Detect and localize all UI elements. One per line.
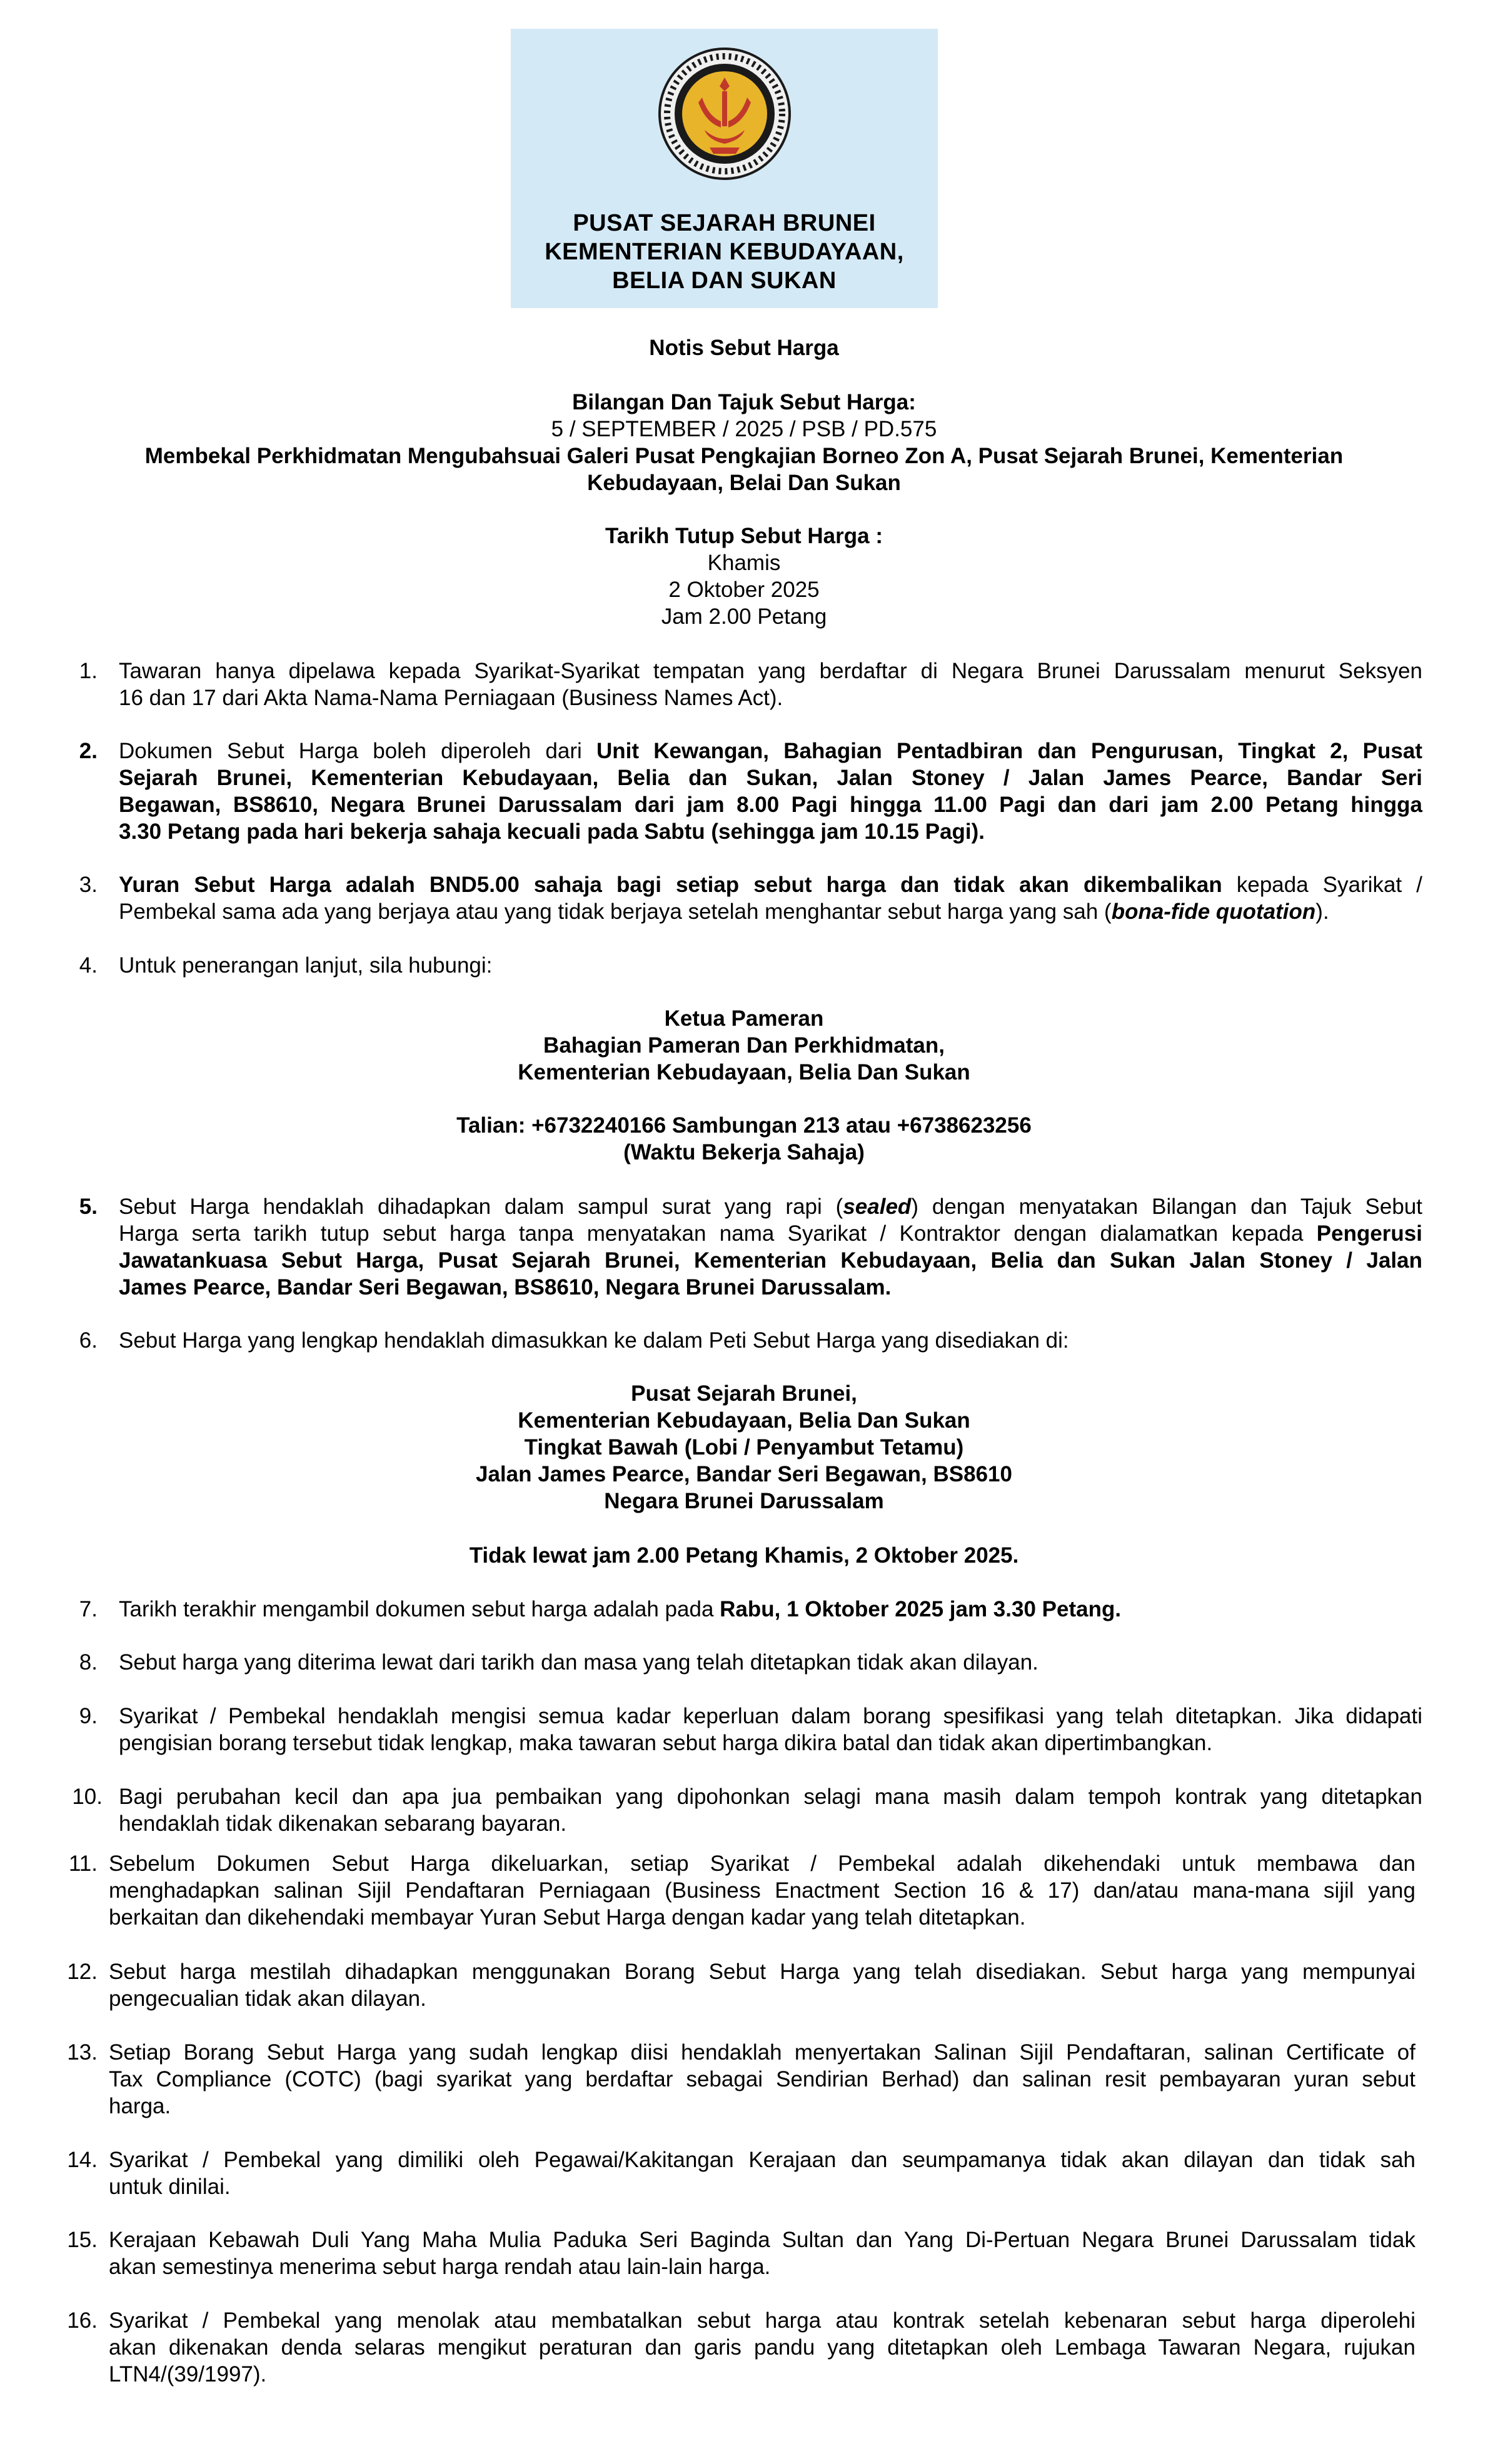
item-13-line-3: harga. [109, 2094, 171, 2118]
address-line-3: Tingkat Bawah (Lobi / Penyambut Tetamu) [524, 1435, 964, 1460]
item-number: 8. [79, 1650, 98, 1675]
item-number: 11. [68, 1851, 98, 1876]
item-number: 14. [67, 2148, 98, 2172]
item-3-line-1: Yuran Sebut Harga adalah BND5.00 sahaja bagi setiap sebut harga dan tidak akan dikembalikan kepada Syarikat / [119, 873, 1422, 897]
item-number: 15. [67, 2228, 98, 2252]
item-14-line-1: Syarikat / Pembekal yang dimiliki oleh Pegawai/Kakitangan Kerajaan dan seumpamanya tidak akan dilayan dan tidak sah [109, 2148, 1415, 2172]
submission-deadline: Tidak lewat jam 2.00 Petang Khamis, 2 Oktober 2025. [469, 1543, 1019, 1568]
item-3-line-2: Pembekal sama ada yang berjaya atau yang tidak berjaya setelah menghantar sebut harga yang sah (bona-fide quotation). [119, 899, 1329, 924]
item-6-text: Sebut Harga yang lengkap hendaklah dimasukkan ke dalam Peti Sebut Harga yang disediakan di: [119, 1328, 1069, 1353]
item-5-line-4: James Pearce, Bandar Seri Begawan, BS8610, Negara Brunei Darussalam. [119, 1275, 892, 1300]
item-4-text: Untuk penerangan lanjut, sila hubungi: [119, 953, 493, 978]
contact-hours: (Waktu Bekerja Sahaja) [623, 1140, 865, 1164]
item-9-line-2: pengisian borang tersebut tidak lengkap, maka tawaran sebut harga dikira batal dan tidak akan dipertimbangkan. [119, 1731, 1213, 1755]
item-15-line-1: Kerajaan Kebawah Duli Yang Maha Mulia Paduka Seri Baginda Sultan dan Yang Di-Pertuan Negara Brunei Darussalam tidak [109, 2228, 1415, 2252]
item-16-line-2: akan dikenakan denda selaras mengikut peraturan dan garis pandu yang ditetapkan oleh Lembaga Tawaran Negara, rujukan [109, 2335, 1415, 2360]
item-2-line-2: Sejarah Brunei, Kementerian Kebudayaan, Belia dan Sukan, Jalan Stoney / Jalan James Pearce, Bandar Seri [119, 766, 1422, 790]
item-2-line-3: Begawan, BS8610, Negara Brunei Darussalam dari jam 8.00 Pagi hingga 11.00 Pagi dan dari jam 2.00 Petang hingga [119, 793, 1422, 817]
item-11-line-2: menghadapkan salinan Sijil Pendaftaran Perniagaan (Business Enactment Section 16 & 17) dan/atau mana-mana sijil yang [109, 1878, 1415, 1903]
item-number: 7. [79, 1597, 98, 1621]
logo-org-line-2: KEMENTERIAN KEBUDAYAAN, [545, 239, 904, 265]
item-number: 1. [79, 659, 98, 683]
item-14-line-2: untuk dinilai. [109, 2175, 231, 2199]
header-logo [511, 29, 938, 308]
item-number: 13. [67, 2040, 98, 2065]
item-number: 2. [79, 739, 98, 763]
contact-ministry: Kementerian Kebudayaan, Belia Dan Sukan [518, 1060, 970, 1084]
item-12-line-2: pengecualian tidak akan dilayan. [109, 1986, 426, 2011]
item-13-line-2: Tax Compliance (COTC) (bagi syarikat yang berdaftar sebagai Sendirian Berhad) dan salinan resit pembayaran yuran sebut [109, 2067, 1415, 2091]
item-13-line-1: Setiap Borang Sebut Harga yang sudah lengkap diisi hendaklah menyertakan Salinan Sijil Pendaftaran, salinan Certificate of [109, 2040, 1415, 2065]
item-2-line-1: Dokumen Sebut Harga boleh diperoleh dari Unit Kewangan, Bahagian Pentadbiran dan Pengurusan, Tingkat 2, Pusat [119, 739, 1422, 763]
item-16-line-3: LTN4/(39/1997). [109, 2362, 267, 2386]
logo-org-line-3: BELIA DAN SUKAN [612, 268, 837, 294]
item-number: 16. [67, 2308, 98, 2333]
item-5-line-3: Jawatankuasa Sebut Harga, Pusat Sejarah Brunei, Kementerian Kebudayaan, Belia dan Sukan Jalan Stoney / Jalan [119, 1248, 1422, 1273]
item-number: 9. [79, 1704, 98, 1728]
item-number: 6. [79, 1328, 98, 1353]
subject-line-1: Membekal Perkhidmatan Mengubahsuai Galeri Pusat Pengkajian Borneo Zon A, Pusat Sejarah Brunei, Kementerian [144, 444, 1344, 468]
item-10-line-1: Bagi perubahan kecil dan apa jua pembaikan yang dipohonkan selagi mana masih dalam tempoh kontrak yang ditetapkan [119, 1785, 1422, 1809]
notice-title: Notis Sebut Harga [649, 336, 839, 360]
item-number: 4. [79, 953, 98, 978]
address-line-2: Kementerian Kebudayaan, Belia Dan Sukan [518, 1408, 970, 1433]
item-11-line-1: Sebelum Dokumen Sebut Harga dikeluarkan, setiap Syarikat / Pembekal adalah dikehendaki untuk membawa dan [109, 1851, 1415, 1876]
item-5-line-1: Sebut Harga hendaklah dihadapkan dalam sampul surat yang rapi (sealed) dengan menyatakan Bilangan dan Tajuk Sebut [119, 1194, 1423, 1219]
item-10-line-2: hendaklah tidak dikenakan sebarang bayaran. [119, 1811, 567, 1836]
item-5-line-2: Harga serta tarikh tutup sebut harga tanpa menyatakan nama Syarikat / Kontraktor dengan dialamatkan kepada Pengerusi [119, 1221, 1422, 1246]
closing-time: Jam 2.00 Petang [661, 604, 827, 629]
item-1-line-2: 16 dan 17 dari Akta Nama-Nama Perniagaan (Business Names Act). [119, 686, 783, 710]
closing-heading: Tarikh Tutup Sebut Harga : [605, 524, 883, 548]
item-8-text: Sebut harga yang diterima lewat dari tarikh dan masa yang telah ditetapkan tidak akan dilayan. [119, 1650, 1038, 1675]
closing-day: Khamis [707, 551, 781, 575]
item-1-line-1: Tawaran hanya dipelawa kepada Syarikat-Syarikat tempatan yang berdaftar di Negara Brunei Darussalam menurut Seksyen [119, 659, 1422, 683]
item-number: 12. [67, 1960, 98, 1984]
contact-title: Ketua Pameran [664, 1006, 824, 1031]
item-number: 5. [79, 1194, 98, 1219]
item-9-line-1: Syarikat / Pembekal hendaklah mengisi semua kadar keperluan dalam borang spesifikasi yang telah ditetapkan. Jika didapati [119, 1704, 1422, 1728]
item-number: 3. [79, 873, 98, 897]
item-2-line-4: 3.30 Petang pada hari bekerja sahaja kecuali pada Sabtu (sehingga jam 10.15 Pagi). [119, 819, 985, 844]
address-line-1: Pusat Sejarah Brunei, [631, 1381, 857, 1406]
subject-line-2: Kebudayaan, Belai Dan Sukan [587, 471, 901, 495]
address-line-4: Jalan James Pearce, Bandar Seri Begawan, BS8610 [476, 1462, 1012, 1486]
contact-department: Bahagian Pameran Dan Perkhidmatan, [543, 1033, 945, 1058]
closing-date: 2 Oktober 2025 [668, 578, 820, 602]
address-line-5: Negara Brunei Darussalam [604, 1489, 884, 1513]
item-11-line-3: berkaitan dan dikehendaki membayar Yuran Sebut Harga dengan kadar yang telah ditetapkan. [109, 1905, 1026, 1930]
contact-phone: Talian: +6732240166 Sambungan 213 atau +6738623256 [456, 1113, 1032, 1138]
item-7-text: Tarikh terakhir mengambil dokumen sebut harga adalah pada Rabu, 1 Oktober 2025 jam 3.30 Petang. [119, 1597, 1122, 1621]
logo-org-line-1: PUSAT SEJARAH BRUNEI [573, 210, 876, 236]
number-heading: Bilangan Dan Tajuk Sebut Harga: [572, 390, 916, 414]
brunei-emblem-icon [658, 48, 791, 180]
item-number: 10. [72, 1785, 103, 1809]
item-12-line-1: Sebut harga mestilah dihadapkan menggunakan Borang Sebut Harga yang telah disediakan. Sebut harga yang mempunyai [109, 1960, 1415, 1984]
item-16-line-1: Syarikat / Pembekal yang menolak atau membatalkan sebut harga atau kontrak setelah kebenaran sebut harga diperolehi [109, 2308, 1415, 2333]
reference-number: 5 / SEPTEMBER / 2025 / PSB / PD.575 [551, 417, 937, 441]
item-15-line-2: akan semestinya menerima sebut harga rendah atau lain-lain harga. [109, 2255, 771, 2279]
